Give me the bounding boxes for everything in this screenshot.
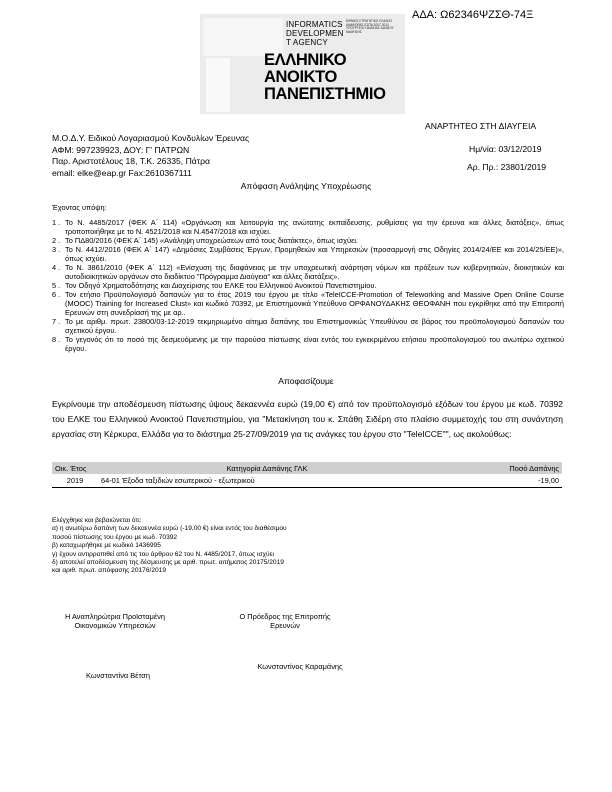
verification-line: και αριθ. πρωτ. απόφασης 20176/2019 <box>52 567 167 575</box>
signature-right-title: Ο Πρόεδρος της Επιτροπής Ερευνών <box>239 612 331 630</box>
list-item: 3 . Το Ν. 4412/2016 (ΦΕΚ Α΄ 147) «Δημόσιες Συμβάσεις Έργων, Προμηθειών και Υπηρεσιών (προσαρμογή στις Οδηγίες 2014/24/ΕΕ και 2014/25/ΕΕ)», όπως ισχύει. <box>52 245 564 263</box>
logo-graphic-lower <box>206 58 230 112</box>
logo-small-print: ΕΘΝΙΚΟ ΣΤΡΑΤΗΓΙΚΟ ΠΛΑΙΣΙΟ ΑΝΑΦΟΡΑΣ ΕΣΠΑ 2007-2013 ΥΠΟΥΡΓΕΙΟ ΠΑΙΔΕΙΑΣ ΔΙΑ ΒΙΟΥ ΜΑΘΗΣΗΣ <box>346 19 394 34</box>
verification-line: α) η ανωτέρω δαπάνη των δεκαεννέα ευρώ (-19,00 €) είναι εντός του διαθέσιμου <box>52 525 287 533</box>
verification-line: δ) αποτελεί αποδέσμευση της δέσμευσης με αριθ. πρωτ. αιτήματος 20175/2019 <box>52 559 284 567</box>
table-header-row <box>52 462 562 474</box>
sender-line: email: elke@eap.gr Fax:2610367111 <box>52 167 192 178</box>
university-logo <box>200 14 405 114</box>
decision-heading: Αποφασίζουμε <box>278 376 334 386</box>
expense-table <box>52 462 562 488</box>
list-item: 5 . Τον Οδηγό Χρηματοδότησης και Διαχείρισης του ΕΛΚΕ του Ελληνικού Ανοικτού Πανεπιστημίου. <box>52 281 377 290</box>
list-item: 8 . Το γεγονός ότι το ποσό της δεσμευόμενης με την παρούσα πίστωσης είναι εντός του εγκεκριμένου ετήσιου προϋπολογισμού του ανωτέρω σχετικού έργου. <box>52 335 564 353</box>
decision-paragraph: Εγκρίνουμε την αποδέσμευση πίστωσης ύψους δεκαεννέα ευρώ (19,00 €) από τον προϋπολογισμό εξόδων του έργου με κωδ. 70392 του ΕΛΚΕ του Ελληνικού Ανοικτού Πανεπιστημίου, για "Μετακίνηση του κ. Σπάθη Σιδέρη στο πλαίσιο συμμετοχής του στη συνάντηση εργασίας στη Κέρκυρα, Ελλάδα για το διάστημα 25-27/09/2019 για τις ανάγκες του έργου στο "TeleICCE"", ως ακολούθως: <box>52 399 563 439</box>
header-category: Κατηγορία Δαπάνης ΓΛΚ <box>98 462 436 474</box>
considerations-list <box>52 218 564 353</box>
ada-code: ΑΔΑ: Ω62346ΨΖΣΘ-74Ξ <box>412 9 534 21</box>
cell-year: 2019 <box>52 474 98 488</box>
verification-line: γ) έχουν αντιρροπιθεί από τις του άρθρου 62 του Ν. 4485/2017, όπως ισχύει <box>52 550 274 558</box>
signature-left-name: Κωνσταντίνα Βέτση <box>86 671 150 680</box>
logo-informatics-text: INFORMATICS DEVELOPMEN T AGENCY <box>286 20 344 47</box>
list-item: 2 . Το ΠΔ80/2016 (ΦΕΚ Α΄ 145) «Ανάληψη υποχρεώσεων από τους διατάκτες», όπως ισχύει. <box>52 236 359 245</box>
cell-category: 64-01 Έξοδα ταξιδιών εσωτερικού - εξωτερικού <box>98 474 436 488</box>
verification-line: Ελέγχθηκε και βεβαιώνεται ότι: <box>52 517 142 524</box>
header-amount: Ποσό Δαπάνης <box>436 462 562 474</box>
signature-left-title: Η Αναπληρώτρια Προϊσταμένη Οικονομικών Υπηρεσιών <box>65 612 165 630</box>
protocol-number: Αρ. Πρ.: 23801/2019 <box>467 162 547 172</box>
signature-right-name: Κωνσταντίνος Καραμάνης <box>257 662 343 671</box>
sender-line: Παρ. Αριστοτέλους 18, Τ.Κ. 26335, Πάτρα <box>52 156 211 166</box>
verification-block <box>52 517 432 576</box>
list-item: 4 . Το Ν. 3861/2010 (ΦΕΚ Α΄ 112) «Ενίσχυση της διαφάνειας με την υποχρεωτική ανάρτηση νόμων και πράξεων των κυβερνητικών, διοικητικών και αυτοδιοικητικών οργάνων στο διαδίκτυο "Πρόγραμμα Διαύγεια" και άλλες διατάξεις». <box>52 263 564 281</box>
document-title: Απόφαση Ανάληψης Υποχρέωσης <box>240 181 372 191</box>
list-item: 6 . Τον ετήσιο Προϋπολογισμό δαπανών για το έτος 2019 του έργου με τίτλο «TeleICCE-Promotion of Teleworking and Massive Open Online Course (MOOC) Training for Increased Clust» και κωδικό 70392, με Επιστημονικά Υπεύθυνο ΟΡΦΑΝΟΥΔΑΚΗΣ ΘΕΟΦΑΝΗ που εγκρίθηκε από την Επιτροπή Ερευνών στη συνεδρίασή της με αρ.. <box>52 290 564 317</box>
list-item: 1 . Το Ν. 4485/2017 (ΦΕΚ Α΄ 114) «Οργάνωση και λειτουργία της ανώτατης εκπαίδευσης, ρυθμίσεις για την έρευνα και άλλες διατάξεις», όπως τροποποιήθηκε με το Ν. 4521/2018 και Ν.4547/2018 και ισχύει. <box>52 218 564 236</box>
sender-block <box>52 133 249 179</box>
posted-notice: ΑΝΑΡΤΗΤΕΟ ΣΤΗ ΔΙΑΥΓΕΙΑ <box>425 121 537 131</box>
sender-line: ΑΦΜ: 997239923, ΔΟΥ: Γ' ΠΑΤΡΩΝ <box>52 144 190 155</box>
verification-line: ποσού πίστωσης του έργου με κωδ. 70392 <box>52 533 178 541</box>
document-date: Ημ/νία: 03/12/2019 <box>469 144 542 154</box>
table-row <box>52 474 562 488</box>
verification-line: β) καταχωρήθηκε με κωδικό 1436995 <box>52 542 161 550</box>
sender-line: Μ.Ο.Δ.Υ. Ειδικού Λογαριασμού Κονδυλίων Έρευνας <box>52 133 250 143</box>
logo-university-name: ΕΛΛΗΝΙΚΟ ΑΝΟΙΚΤΟ ΠΑΝΕΠΙΣΤΗΜΙΟ <box>264 51 386 103</box>
cell-amount: -19,00 <box>436 474 562 488</box>
having-regard-label: Έχοντας υπόψη: <box>52 203 107 212</box>
list-item: 7 . Το με αριθμ. πρωτ. 23800/03-12-2019 τεκμηριωμένο αίτημα δαπάνης του Επιστημονικώς Υπευθύνου σε βάρος του προϋπολογισμού δαπανών του σχετικού έργου. <box>52 317 564 335</box>
header-year: Οικ. Έτος <box>52 462 98 474</box>
